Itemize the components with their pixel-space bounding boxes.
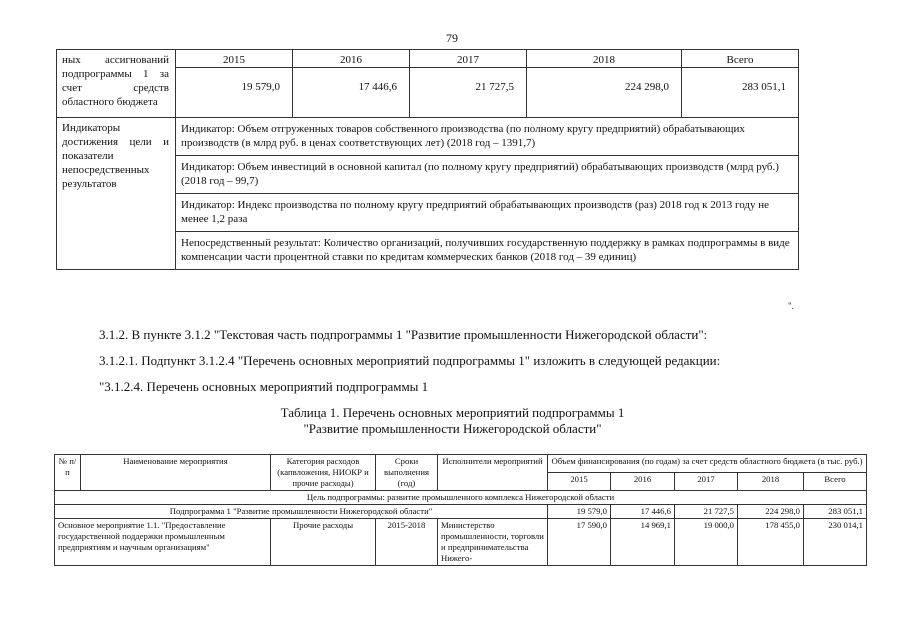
funding-value: 21 727,5	[410, 68, 527, 118]
activity-total: 230 014,1	[804, 519, 867, 566]
header-year: 2017	[675, 473, 738, 491]
subprogram-value: 17 446,6	[611, 505, 675, 519]
year-header: 2016	[293, 50, 410, 68]
header-year: 2016	[611, 473, 675, 491]
indicator-row: Индикатор: Объем отгруженных товаров собственного производства (по полному кругу предприятий) обрабатывающих производств (в млрд руб. в ценах соответствующих лет) (2018 год – 1391,7)	[176, 118, 799, 156]
indicator-row: Индикатор: Объем инвестиций в основной капитал (по полному кругу предприятий) обрабатывающих производств (млрд руб.) (2018 год – 99,7)	[176, 156, 799, 194]
header-num: № п/п	[55, 455, 81, 491]
activity-value: 17 590,0	[548, 519, 611, 566]
indicator-row: Индикатор: Индекс производства по полному кругу предприятий обрабатывающих производств (раз) 2018 год к 2013 году не менее 1,2 раза	[176, 194, 799, 232]
subprogram-label: Подпрограмма 1 "Развитие промышленности Нижегородской области"	[55, 505, 548, 519]
funding-value: 17 446,6	[293, 68, 410, 118]
subprogram-total: 283 051,1	[804, 505, 867, 519]
activity-category: Прочие расходы	[271, 519, 376, 566]
header-total: Всего	[804, 473, 867, 491]
paragraph: 3.1.2.1. Подпункт 3.1.2.4 "Перечень основных мероприятий подпрограммы 1" изложить в следующей редакции:	[99, 353, 721, 368]
year-header: 2018	[527, 50, 682, 68]
indicators-label: Индикаторы достижения цели и показатели непосредственных результатов	[57, 118, 176, 270]
header-year: 2015	[548, 473, 611, 491]
subprogram-value: 19 579,0	[548, 505, 611, 519]
header-year: 2018	[738, 473, 804, 491]
activities-table	[54, 454, 867, 566]
year-header: 2017	[410, 50, 527, 68]
paragraph: "3.1.2.4. Перечень основных мероприятий подпрограммы 1	[99, 379, 429, 394]
subprogram-value: 224 298,0	[738, 505, 804, 519]
header-executors: Исполнители мероприятий	[438, 455, 548, 491]
header-name: Наименование мероприятия	[81, 455, 271, 491]
table-title: Таблица 1. Перечень основных мероприятий подпрограммы 1	[280, 405, 625, 420]
year-header: 2015	[176, 50, 293, 68]
total-header: Всего	[682, 50, 799, 68]
activity-value: 178 455,0	[738, 519, 804, 566]
funding-value: 224 298,0	[527, 68, 682, 118]
funding-total: 283 051,1	[682, 68, 799, 118]
funding-label: ных ассигнований подпрограммы 1 за счет средств областного бюджета	[57, 50, 176, 118]
header-funding: Объем финансирования (по годам) за счет средств областного бюджета (в тыс. руб.)	[548, 455, 867, 473]
header-terms: Сроки выполнения (год)	[376, 455, 438, 491]
activity-value: 19 000,0	[675, 519, 738, 566]
table-subtitle: "Развитие промышленности Нижегородской области"	[303, 421, 602, 436]
activity-value: 14 969,1	[611, 519, 675, 566]
page-number: 79	[446, 31, 458, 45]
closing-quote: ".	[788, 301, 794, 311]
funding-indicators-table	[56, 49, 799, 270]
paragraph: 3.1.2. В пункте 3.1.2 "Текстовая часть подпрограммы 1 "Развитие промышленности Нижегородской области":	[99, 327, 708, 342]
activity-name: Основное мероприятие 1.1. "Предоставление государственной поддержки промышленным предприятиям и научным организациям"	[55, 519, 271, 566]
subprogram-value: 21 727,5	[675, 505, 738, 519]
funding-value: 19 579,0	[176, 68, 293, 118]
goal-row: Цель подпрограммы: развитие промышленного комплекса Нижегородской области	[55, 491, 867, 505]
activity-terms: 2015-2018	[376, 519, 438, 566]
header-category: Категория расходов (капвложения, НИОКР и прочие расходы)	[271, 455, 376, 491]
activity-executors: Министерство промышленности, торговли и предпринимательства Нижего-	[438, 519, 548, 566]
result-row: Непосредственный результат: Количество организаций, получивших государственную поддержку в рамках подпрограммы в виде компенсации части процентной ставки по кредитам коммерческих банков (2018 год – 39 единиц)	[176, 232, 799, 270]
